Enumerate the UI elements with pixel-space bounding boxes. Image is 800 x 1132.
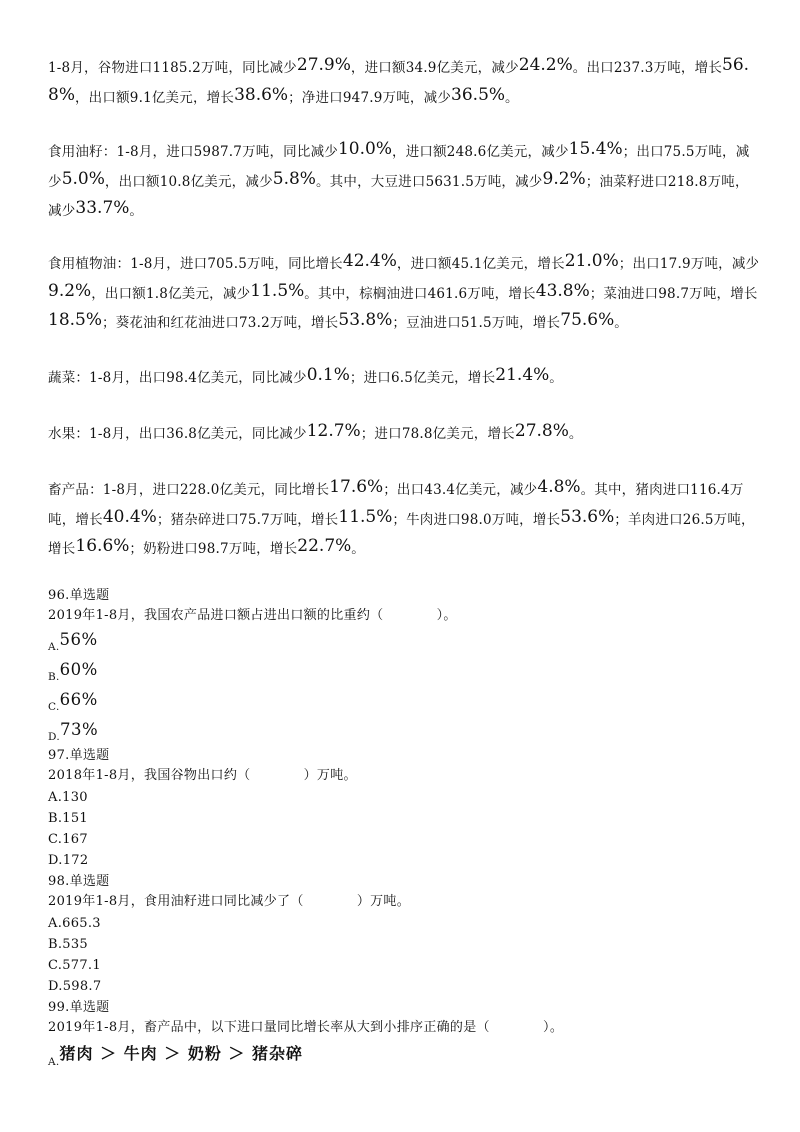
question-99-stem: 2019年1-8月，畜产品中，以下进口量同比增长率从大到小排序正确的是（ ）。 bbox=[48, 1020, 564, 1035]
paragraph-text: 畜产品：1-8月，进口228.0亿美元，同比增长 bbox=[48, 482, 330, 498]
paragraph-text: 。 bbox=[549, 370, 563, 386]
paragraph-vegetable-oil bbox=[48, 248, 760, 337]
paragraph-text: 。 bbox=[568, 426, 583, 442]
paragraph-text: ；葵花油和红花油进口73.2万吨，增长 bbox=[102, 315, 339, 331]
paragraph-text: ；菜油进口98.7万吨，增长 bbox=[589, 285, 758, 302]
paragraph-text: ；豆油进口51.5万吨，增长 bbox=[392, 315, 561, 331]
question-97-stem: 2018年1-8月，我国谷物出口约（ ）万吨。 bbox=[48, 768, 357, 783]
paragraph-text: 。 bbox=[351, 541, 365, 557]
option-letter: A. bbox=[48, 1056, 60, 1068]
paragraph-text: ，出口额1.8亿美元，减少 bbox=[91, 285, 251, 302]
paragraph-text: 水果：1-8月，出口36.8亿美元，同比减少 bbox=[48, 426, 307, 442]
question-98-number: 98.单选题 bbox=[48, 874, 110, 889]
paragraph-text: 食用油籽：1-8月，进口5987.7万吨，同比减少 bbox=[48, 144, 338, 160]
option-value: 猪肉 ＞ 牛肉 ＞ 奶粉 ＞ 猪杂碎 bbox=[59, 1044, 303, 1063]
question-98-stem: 2019年1-8月，食用油籽进口同比减少了（ ）万吨。 bbox=[48, 894, 411, 909]
option-value: 56% bbox=[59, 630, 98, 649]
percentage-value: 75.6% bbox=[560, 310, 615, 330]
question-99-option-a[interactable] bbox=[48, 1044, 303, 1072]
percentage-value: 33.7% bbox=[75, 198, 130, 218]
paragraph-text: ；净进口947.9万吨，减少 bbox=[288, 89, 452, 106]
paragraph-text: 。其中，棕榈油进口461.6万吨，增长 bbox=[304, 285, 536, 302]
percentage-value: 10.0% bbox=[337, 139, 392, 159]
percentage-value: 38.6% bbox=[234, 84, 289, 105]
paragraph-text: 。其中，猪肉进口116.4万吨，增长 bbox=[48, 482, 744, 528]
percentage-value: 9.2% bbox=[542, 168, 586, 189]
paragraph-text: 。 bbox=[614, 315, 628, 331]
question-98-option-c[interactable]: C.577.1 bbox=[48, 958, 101, 973]
percentage-value: 27.9% bbox=[296, 55, 351, 75]
paragraph-text: ，出口额9.1亿美元，增长 bbox=[74, 89, 235, 106]
paragraph-text: 食用植物油：1-8月，进口705.5万吨，同比增长 bbox=[48, 256, 343, 272]
paragraph-text: ；出口43.4亿美元，减少 bbox=[383, 482, 538, 498]
question-96-number: 96.单选题 bbox=[48, 588, 110, 603]
percentage-value: 9.2% bbox=[48, 280, 92, 301]
option-letter: B. bbox=[48, 671, 60, 683]
paragraph-text: ；牛肉进口98.0万吨，增长 bbox=[392, 511, 561, 528]
paragraph-text: ；出口17.9万吨，减少 bbox=[618, 256, 760, 272]
paragraph-text: ，进口额45.1亿美元，增长 bbox=[396, 256, 565, 272]
question-98-option-b[interactable]: B.535 bbox=[48, 937, 88, 952]
percentage-value: 27.8% bbox=[514, 421, 569, 441]
paragraph-fruit bbox=[48, 418, 760, 448]
percentage-value: 21.4% bbox=[495, 365, 550, 385]
percentage-value: 4.8% bbox=[537, 477, 581, 497]
paragraph-text: ；进口6.5亿美元，增长 bbox=[349, 370, 496, 386]
question-96-option-d[interactable] bbox=[48, 720, 98, 747]
percentage-value: 15.4% bbox=[568, 139, 623, 159]
question-96-option-a[interactable] bbox=[48, 630, 98, 657]
option-letter: A. bbox=[48, 641, 60, 653]
paragraph-text: 。出口237.3万吨，增长 bbox=[572, 60, 723, 76]
percentage-value: 43.8% bbox=[535, 280, 590, 301]
paragraph-text: ，进口额34.9亿美元，减少 bbox=[350, 60, 519, 76]
percentage-value: 17.6% bbox=[329, 477, 384, 497]
question-97-option-d[interactable]: D.172 bbox=[48, 853, 89, 868]
paragraph-vegetables bbox=[48, 362, 760, 392]
option-letter: C. bbox=[48, 701, 60, 713]
percentage-value: 18.5% bbox=[48, 310, 103, 330]
question-98-option-d[interactable]: D.598.7 bbox=[48, 979, 102, 994]
percentage-value: 16.6% bbox=[75, 536, 130, 556]
question-99-number: 99.单选题 bbox=[48, 1000, 110, 1015]
paragraph-text: 。 bbox=[505, 89, 519, 106]
percentage-value: 0.1% bbox=[306, 365, 350, 385]
percentage-value: 40.4% bbox=[102, 506, 157, 527]
question-97-option-b[interactable]: B.151 bbox=[48, 811, 88, 826]
paragraph-text: 。其中，大豆进口5631.5万吨，减少 bbox=[315, 173, 543, 190]
percentage-value: 24.2% bbox=[518, 55, 573, 75]
percentage-value: 36.5% bbox=[451, 84, 506, 105]
paragraph-grain bbox=[48, 52, 760, 111]
question-97-option-a[interactable]: A.130 bbox=[48, 790, 88, 805]
percentage-value: 11.5% bbox=[250, 280, 305, 301]
question-96-option-c[interactable] bbox=[48, 690, 98, 717]
option-value: 73% bbox=[59, 720, 99, 739]
percentage-value: 5.8% bbox=[272, 168, 316, 189]
percentage-value: 56.8% bbox=[48, 55, 750, 105]
percentage-value: 11.5% bbox=[338, 506, 393, 527]
paragraph-text: 1-8月，谷物进口1185.2万吨，同比减少 bbox=[48, 60, 297, 76]
percentage-value: 53.6% bbox=[560, 506, 615, 527]
paragraph-text: ；猪杂碎进口75.7万吨，增长 bbox=[156, 511, 339, 528]
paragraph-text: ；奶粉进口98.7万吨，增长 bbox=[129, 541, 298, 557]
percentage-value: 12.7% bbox=[306, 421, 361, 441]
question-96-option-b[interactable] bbox=[48, 660, 98, 687]
option-value: 66% bbox=[59, 690, 98, 709]
paragraph-text: 蔬菜：1-8月，出口98.4亿美元，同比减少 bbox=[48, 370, 307, 386]
paragraph-text: 。 bbox=[129, 203, 144, 219]
paragraph-text: ；羊肉进口26.5万吨，增长 bbox=[48, 511, 755, 557]
paragraph-oilseed bbox=[48, 136, 760, 225]
paragraph-text: ，出口额10.8亿美元，减少 bbox=[104, 173, 273, 190]
question-98-option-a[interactable]: A.665.3 bbox=[48, 916, 101, 931]
paragraph-text: ；出口75.5万吨，减少 bbox=[48, 144, 750, 190]
option-value: 60% bbox=[59, 660, 98, 679]
paragraph-text: ；进口78.8亿美元，增长 bbox=[360, 426, 515, 442]
percentage-value: 5.0% bbox=[61, 168, 105, 189]
paragraph-livestock bbox=[48, 474, 760, 563]
percentage-value: 53.8% bbox=[338, 310, 393, 330]
percentage-value: 21.0% bbox=[564, 251, 619, 271]
option-letter: D. bbox=[48, 731, 60, 743]
paragraph-text: ，进口额248.6亿美元，减少 bbox=[392, 144, 569, 160]
question-97-option-c[interactable]: C.167 bbox=[48, 832, 88, 847]
question-96-stem: 2019年1-8月，我国农产品进口额占进出口额的比重约（ ）。 bbox=[48, 608, 457, 623]
percentage-value: 42.4% bbox=[342, 251, 397, 271]
percentage-value: 22.7% bbox=[297, 536, 352, 556]
question-97-number: 97.单选题 bbox=[48, 748, 110, 763]
paragraph-text: ；油菜籽进口218.8万吨，减少 bbox=[48, 173, 749, 219]
